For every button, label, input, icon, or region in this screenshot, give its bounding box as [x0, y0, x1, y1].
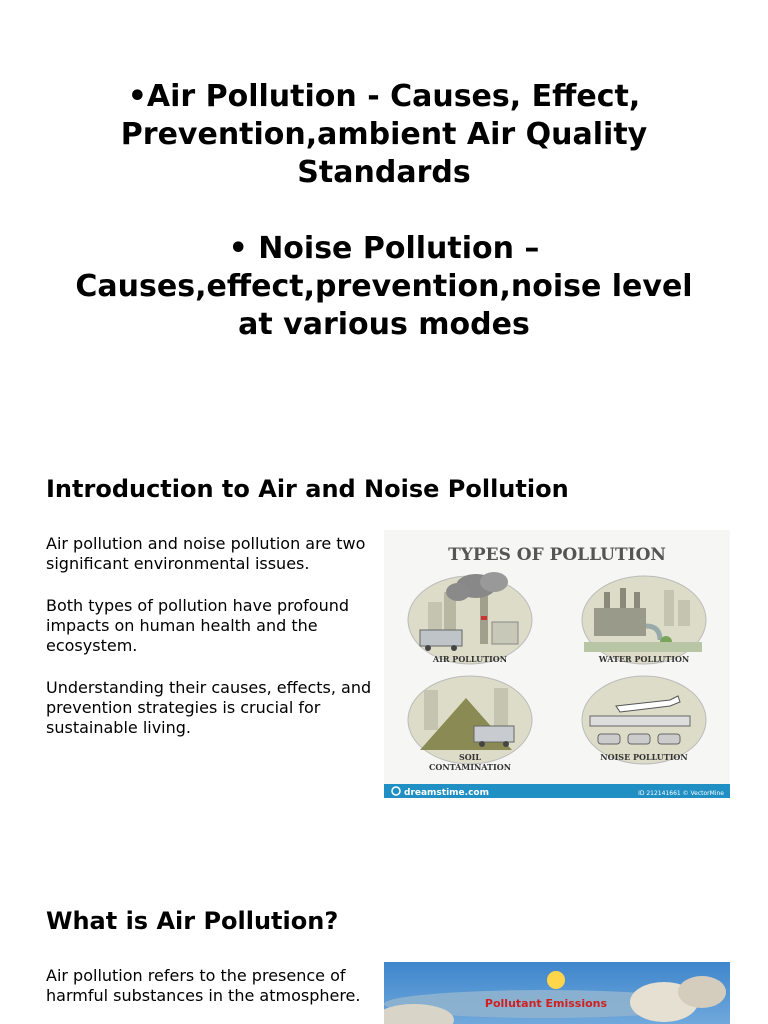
air-pollution-illustration — [408, 572, 532, 664]
pollutant-emissions-image — [384, 962, 730, 1024]
intro-paragraph-2: Both types of pollution have profound impacts on human health and the ecosystem. — [46, 596, 350, 655]
title-air-pollution: •Air Pollution - Causes, Effect, Prevention,ambient Air Quality Standards — [120, 79, 648, 190]
intro-paragraph-1: Air pollution and noise pollution are two significant environmental issues. — [46, 534, 366, 573]
footer-id: ID 212141661 © VectorMine — [638, 790, 724, 797]
label-noise-pollution: NOISE POLLUTION — [600, 752, 688, 762]
title-noise-pollution: • Noise Pollution – Causes,effect,prevention,noise level at various modes — [75, 231, 693, 342]
figure-title: TYPES OF POLLUTION — [448, 545, 666, 565]
noise-pollution-illustration — [582, 676, 706, 764]
pollutant-emissions-label: Pollutant Emissions — [484, 997, 608, 1010]
water-pollution-illustration — [582, 576, 706, 664]
slide-title — [40, 78, 728, 344]
sun-icon — [547, 971, 565, 989]
label-water-pollution: WATER POLLUTION — [598, 654, 690, 664]
footer-dreamstime: dreamstime.com — [404, 788, 489, 798]
soil-contamination-illustration — [408, 676, 532, 764]
types-of-pollution-image — [384, 530, 730, 798]
label-contamination: CONTAMINATION — [428, 762, 512, 772]
label-soil: SOIL — [458, 752, 482, 762]
label-air-pollution: AIR POLLUTION — [432, 654, 508, 664]
intro-heading: Introduction to Air and Noise Pollution — [46, 475, 569, 503]
intro-paragraph-3: Understanding their causes, effects, and prevention strategies is crucial for sustainable living. — [46, 678, 372, 737]
air-pollution-heading: What is Air Pollution? — [46, 907, 339, 935]
air-pollution-paragraph: Air pollution refers to the presence of harmful substances in the atmosphere. — [46, 966, 361, 1005]
